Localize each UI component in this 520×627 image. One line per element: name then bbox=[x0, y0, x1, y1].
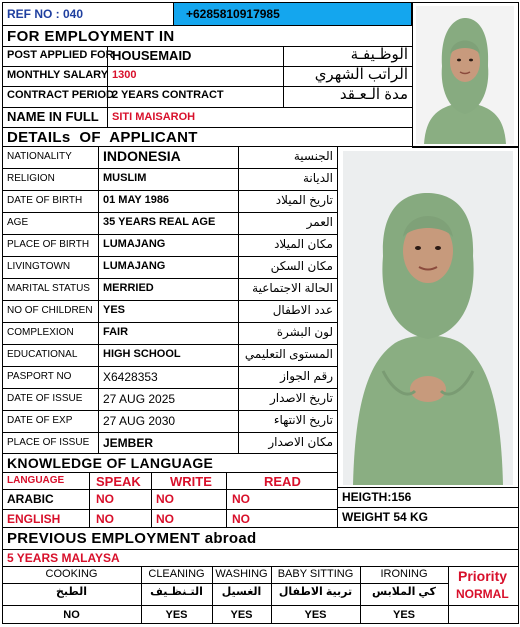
skill-arabic: الطبخ bbox=[55, 586, 88, 598]
detail-value: 27 AUG 2030 bbox=[103, 414, 176, 428]
skill-label: WASHING bbox=[215, 568, 268, 580]
detail-value: YES bbox=[103, 304, 126, 316]
arabic-write: NO bbox=[156, 492, 174, 506]
contract-period-value: 2 YEARS CONTRACT bbox=[112, 89, 224, 101]
details-row-divider bbox=[2, 388, 338, 389]
english-speak: NO bbox=[96, 512, 114, 526]
applicant-full-photo bbox=[343, 151, 513, 485]
detail-arabic: تاريخ الانتهاء bbox=[273, 413, 333, 427]
detail-arabic: رقم الجواز bbox=[280, 369, 333, 383]
employment-title: FOR EMPLOYMENT IN bbox=[7, 28, 175, 45]
details-row-divider bbox=[2, 300, 338, 301]
detail-label: DATE OF ISSUE bbox=[7, 393, 83, 404]
detail-arabic: مكان السكن bbox=[270, 259, 333, 273]
priority-value: NORMAL bbox=[456, 587, 509, 601]
language-header-read: READ bbox=[264, 474, 301, 489]
applicant-portrait-photo bbox=[416, 6, 514, 144]
details-row-divider bbox=[2, 190, 338, 191]
details-row-divider bbox=[2, 256, 338, 257]
details-title: DETAILs OF APPLICANT bbox=[7, 129, 198, 146]
details-row-divider bbox=[2, 168, 338, 169]
post-applied-label: POST APPLIED FOR bbox=[7, 49, 114, 61]
details-row-divider bbox=[2, 322, 338, 323]
skill-arabic: تربية الاطفال bbox=[278, 586, 353, 598]
portrait-illustration bbox=[416, 6, 514, 144]
details-row-divider bbox=[2, 234, 338, 235]
detail-value: 01 MAY 1986 bbox=[103, 194, 170, 206]
detail-arabic: المستوى التعليمي bbox=[244, 347, 333, 361]
language-arabic: ARABIC bbox=[7, 492, 54, 506]
weight-value: WEIGHT 54 KG bbox=[342, 510, 429, 524]
detail-value: INDONESIA bbox=[103, 148, 181, 164]
post-applied-value: HOUSEMAID bbox=[112, 48, 192, 63]
detail-label: PASPORT NO bbox=[7, 371, 72, 382]
detail-label: RELIGION bbox=[7, 173, 55, 184]
detail-arabic: مكان الاصدار bbox=[268, 435, 333, 449]
detail-arabic: الجنسية bbox=[293, 149, 333, 163]
skill-label: COOKING bbox=[45, 568, 98, 580]
detail-label: EDUCATIONAL bbox=[7, 349, 78, 360]
detail-value: 35 YEARS REAL AGE bbox=[103, 216, 216, 228]
detail-label: AGE bbox=[7, 217, 29, 228]
details-row-divider bbox=[2, 410, 338, 411]
previous-employment-title: PREVIOUS EMPLOYMENT abroad bbox=[7, 530, 257, 547]
skill-value: YES bbox=[304, 609, 327, 621]
detail-arabic: تاريخ الاصدار bbox=[269, 391, 333, 405]
detail-label: NATIONALITY bbox=[7, 151, 72, 162]
detail-arabic: لون البشرة bbox=[276, 325, 333, 339]
detail-label: NO OF CHILDREN bbox=[7, 305, 93, 316]
skill-arabic: التـنظـيف bbox=[150, 586, 203, 598]
arabic-read: NO bbox=[232, 492, 250, 506]
skill-label: IRONING bbox=[380, 568, 428, 580]
detail-value: 27 AUG 2025 bbox=[103, 392, 176, 406]
contract-period-arabic: مدة الـعـقد bbox=[339, 86, 408, 103]
detail-arabic: الديانة bbox=[302, 171, 333, 185]
detail-label: DATE OF BIRTH bbox=[7, 195, 83, 206]
detail-label: LIVINGTOWN bbox=[7, 261, 71, 272]
skill-value: YES bbox=[392, 609, 415, 621]
details-row-divider bbox=[2, 432, 338, 433]
english-write: NO bbox=[156, 512, 174, 526]
priority-label: Priority bbox=[458, 568, 508, 584]
detail-value: X6428353 bbox=[103, 370, 158, 384]
detail-label: MARITAL STATUS bbox=[7, 283, 90, 294]
language-title: KNOWLEDGE OF LANGUAGE bbox=[7, 455, 214, 471]
detail-arabic: تاريخ الميلاد bbox=[275, 193, 333, 207]
contract-period-label: CONTRACT PERIOD bbox=[7, 89, 114, 101]
arabic-speak: NO bbox=[96, 492, 114, 506]
skill-label: BABY SITTING bbox=[277, 568, 354, 580]
skill-value: NO bbox=[63, 609, 80, 621]
monthly-salary-arabic: الراتب الشهري bbox=[314, 66, 408, 83]
phone-number: +6285810917985 bbox=[186, 7, 280, 21]
ref-number: REF NO : 040 bbox=[7, 7, 84, 21]
skill-value: YES bbox=[230, 609, 253, 621]
monthly-salary-value: 1300 bbox=[112, 69, 137, 81]
full-body-illustration bbox=[343, 151, 513, 485]
detail-value: FAIR bbox=[103, 326, 129, 338]
experience-value: 5 YEARS MALAYSA bbox=[7, 551, 120, 565]
detail-label: PLACE OF ISSUE bbox=[7, 437, 90, 448]
detail-arabic: الحالة الاجتماعية bbox=[252, 281, 333, 295]
monthly-salary-label: MONTHLY SALARY bbox=[7, 69, 109, 81]
detail-label: DATE OF EXP bbox=[7, 415, 73, 426]
detail-value: JEMBER bbox=[103, 436, 154, 450]
language-header-speak: SPEAK bbox=[96, 474, 141, 489]
detail-value: MUSLIM bbox=[103, 172, 147, 184]
post-applied-arabic: الوظـيفـة bbox=[350, 46, 408, 63]
details-row-divider bbox=[2, 366, 338, 367]
name-value: SITI MAISAROH bbox=[112, 111, 196, 123]
language-english: ENGLISH bbox=[7, 512, 61, 526]
language-header-write: WRITE bbox=[170, 474, 212, 489]
skill-label: CLEANING bbox=[148, 568, 205, 580]
name-label: NAME IN FULL bbox=[7, 109, 99, 124]
details-row-divider bbox=[2, 212, 338, 213]
details-row-divider bbox=[2, 344, 338, 345]
details-row-divider bbox=[2, 278, 338, 279]
skill-value: YES bbox=[165, 609, 188, 621]
detail-label: COMPLEXION bbox=[7, 327, 74, 338]
detail-value: LUMAJANG bbox=[103, 260, 166, 272]
detail-arabic: عدد الاطفال bbox=[272, 303, 333, 317]
skill-arabic: كي الملابس bbox=[372, 586, 436, 598]
language-header-language: LANGUAGE bbox=[7, 475, 65, 486]
detail-value: HIGH SCHOOL bbox=[103, 348, 181, 360]
detail-arabic: العمر bbox=[306, 215, 333, 229]
detail-value: MERRIED bbox=[103, 282, 154, 294]
detail-value: LUMAJANG bbox=[103, 238, 166, 250]
detail-arabic: مكان الميلاد bbox=[274, 237, 333, 251]
skill-arabic: الغسيل bbox=[221, 586, 262, 598]
english-read: NO bbox=[232, 512, 250, 526]
height-value: HEIGTH:156 bbox=[342, 490, 412, 504]
detail-label: PLACE OF BIRTH bbox=[7, 239, 90, 250]
